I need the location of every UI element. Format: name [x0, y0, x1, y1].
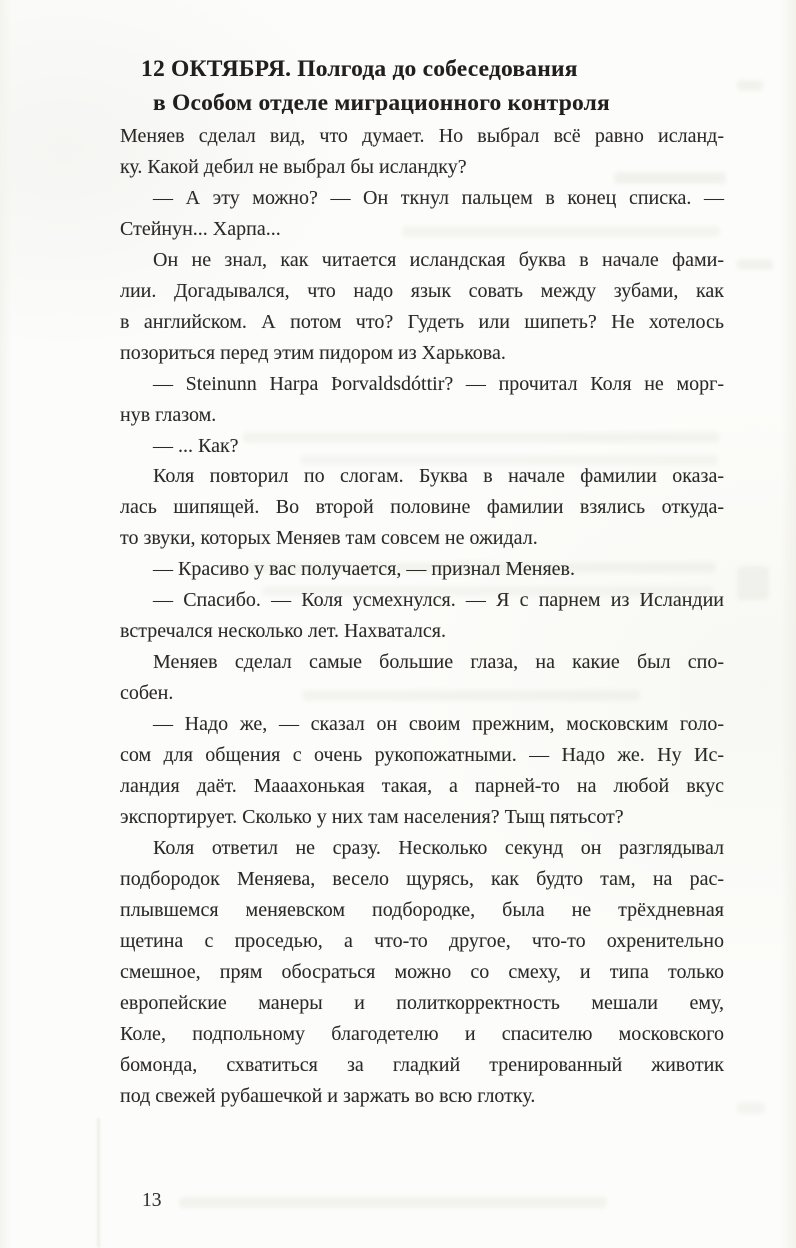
text-line: в английском. А потом что? Гудеть или шипеть? Не хотелось [120, 310, 724, 333]
paragraph [120, 709, 724, 833]
paragraph [120, 833, 724, 1112]
text-line: Он не знал, как читается исландская буква в начале фами- [153, 248, 724, 271]
body-text [120, 121, 724, 1112]
chapter-heading [120, 53, 724, 120]
paragraph [120, 461, 724, 554]
text-line: собен. [120, 682, 174, 705]
text-line: плывшемся меняевском подбородке, была не трёхдневная [120, 898, 724, 921]
text-line: лии. Догадывался, что надо язык совать между зубами, как [120, 279, 724, 302]
paragraph [120, 245, 724, 369]
text-line: — Steinunn Harpa Þorvaldsdóttir? — прочитал Коля не морг- [153, 372, 724, 395]
smudge [737, 1102, 765, 1114]
smudge [179, 1197, 607, 1208]
text-line: лась шипящей. Во второй половине фамилии взялись откуда- [120, 496, 724, 519]
text-line: — Красиво у вас получается, — признал Меняев. [153, 558, 575, 581]
text-line: Коля повторил по слогам. Буква в начале фамилии оказа- [153, 465, 724, 488]
text-line: Меняев сделал самые большие глаза, на какие был спо- [153, 651, 724, 674]
text-line: встречался несколько лет. Нахватался. [120, 620, 446, 643]
text-line: Коля ответил не сразу. Несколько секунд он разглядывал [153, 836, 724, 859]
text-line: Коле, подпольному благодетелю и спасителю московского [120, 1022, 724, 1045]
text-line: смешное, прям обосраться можно со смеху, и типа только [120, 960, 724, 983]
text-line: щетина с проседью, а что-то другое, что-то охренительно [120, 929, 724, 952]
page-crease [97, 1118, 100, 1248]
paragraph [120, 369, 724, 431]
text-line: ку. Какой дебил не выбрал бы исландку? [120, 155, 467, 178]
text-line: европейские манеры и политкорректность мешали ему, [120, 991, 724, 1014]
paragraph [120, 585, 724, 647]
text-line: нув глазом. [120, 403, 217, 426]
text-line: — ... Как? [153, 434, 239, 457]
smudge [737, 566, 769, 600]
text-line: — Спасибо. — Коля усмехнулся. — Я с парнем из Исландии [153, 589, 724, 612]
text-line: то звуки, которых Меняев там совсем не ожидал. [120, 527, 538, 550]
text-line: подбородок Меняева, весело щурясь, как будто там, на рас- [120, 867, 724, 890]
heading-line: в Особом отделе миграционного контроля [153, 89, 610, 116]
text-line: — А эту можно? — Он ткнул пальцем в конец списка. — [153, 186, 724, 209]
text-line: Стейнун... Харпа... [120, 217, 281, 240]
page-number: 13 [142, 1190, 162, 1211]
paragraph [120, 647, 724, 709]
smudge [737, 80, 763, 91]
text-line: ландия даёт. Мааахонькая такая, а парней-то на любой вкус [120, 775, 724, 798]
text-line: — Надо же, — сказал он своим прежним, московским голо- [153, 713, 724, 736]
paragraph [120, 431, 724, 462]
heading-line: 12 ОКТЯБРЯ. Полгода до собеседования [141, 56, 578, 82]
paragraph [120, 554, 724, 585]
text-line: экспортирует. Сколько у них там населения? Тыщ пятьсот? [120, 805, 624, 828]
text-line: Меняев сделал вид, что думает. Но выбрал всё равно исланд- [120, 125, 724, 147]
smudge [737, 259, 773, 270]
text-line: под свежей рубашечкой и заржать во всю глотку. [120, 1084, 536, 1107]
paragraph [120, 121, 724, 183]
paragraph [120, 183, 724, 245]
page-edge-shading-right [780, 0, 796, 1248]
text-line: сом для общения с очень рукопожатными. — Надо же. Ну Ис- [120, 744, 724, 767]
text-line: бомонда, схватиться за гладкий тренированный животик [120, 1053, 724, 1076]
page-edge-shading-left [0, 0, 12, 1248]
text-line: позориться перед этим пидором из Харькова. [120, 341, 506, 364]
